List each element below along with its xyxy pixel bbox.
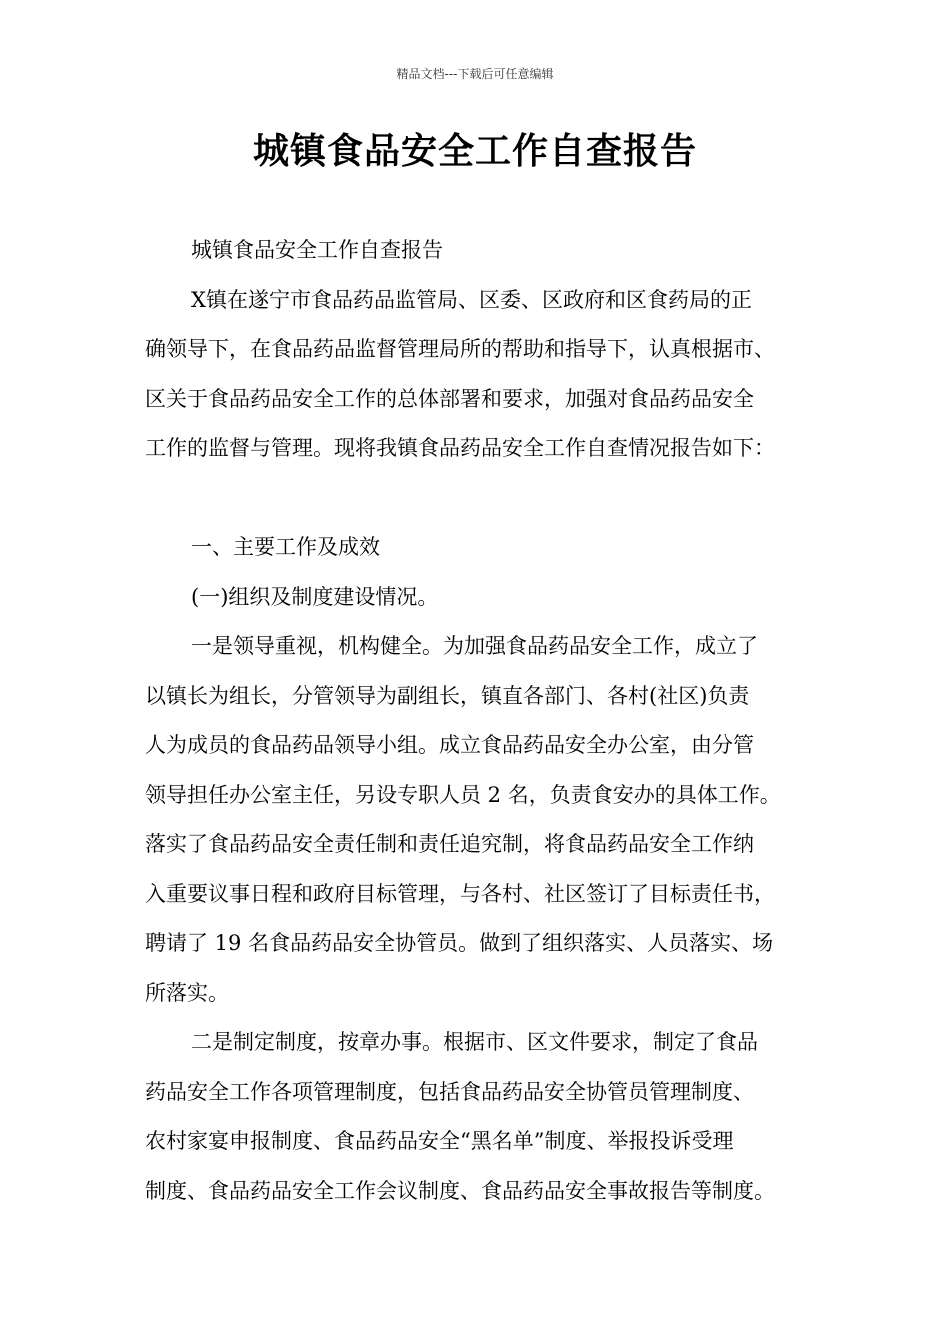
point2-line: 制度、食品药品安全工作会议制度、食品药品安全事故报告等制度。	[145, 1178, 775, 1203]
point1-line: 领导担任办公室主任，另设专职人员 2 名，负责食安办的具体工作。	[145, 782, 781, 807]
point1-line: 入重要议事日程和政府目标管理，与各村、社区签订了目标责任书，	[145, 881, 775, 906]
point1-line: 所落实。	[145, 980, 229, 1005]
point2-line: 二是制定制度，按章办事。根据市、区文件要求，制定了食品	[191, 1030, 758, 1054]
document-title: 城镇食品安全工作自查报告	[252, 131, 697, 172]
point2-line: 农村家宴申报制度、食品药品安全“黑名单”制度、举报投诉受理	[145, 1129, 734, 1153]
subtitle-line: 城镇食品安全工作自查报告	[191, 238, 443, 262]
subsection-heading: (一)组织及制度建设情况。	[191, 584, 439, 609]
point1-line: 人为成员的食品药品领导小组。成立食品药品安全办公室，由分管	[145, 733, 754, 757]
point2-line: 药品安全工作各项管理制度，包括食品药品安全协管员管理制度、	[145, 1079, 754, 1104]
section-heading: 一、主要工作及成效	[191, 535, 380, 559]
intro-line: 确领导下，在食品药品监督管理局所的帮助和指导下，认真根据市、	[145, 337, 775, 361]
intro-line: 工作的监督与管理。现将我镇食品药品安全工作自查情况报告如下：	[145, 436, 775, 460]
header-note: 精品文档---下载后可任意编辑	[396, 67, 554, 81]
point1-line: 聘请了 19 名食品药品安全协管员。做到了组织落实、人员落实、场	[145, 931, 774, 955]
blank-line	[145, 474, 835, 524]
point1-line: 一是领导重视，机构健全。为加强食品药品安全工作，成立了	[191, 634, 758, 658]
point1-line: 以镇长为组长，分管领导为副组长，镇直各部门、各村(社区)负责	[145, 683, 750, 708]
document-body	[145, 226, 835, 1216]
intro-line: X镇在遂宁市食品药品监管局、区委、区政府和区食药局的正	[191, 287, 752, 312]
point1-line: 落实了食品药品安全责任制和责任追究制，将食品药品安全工作纳	[145, 832, 754, 856]
intro-line: 区关于食品药品安全工作的总体部署和要求，加强对食品药品安全	[145, 386, 754, 411]
